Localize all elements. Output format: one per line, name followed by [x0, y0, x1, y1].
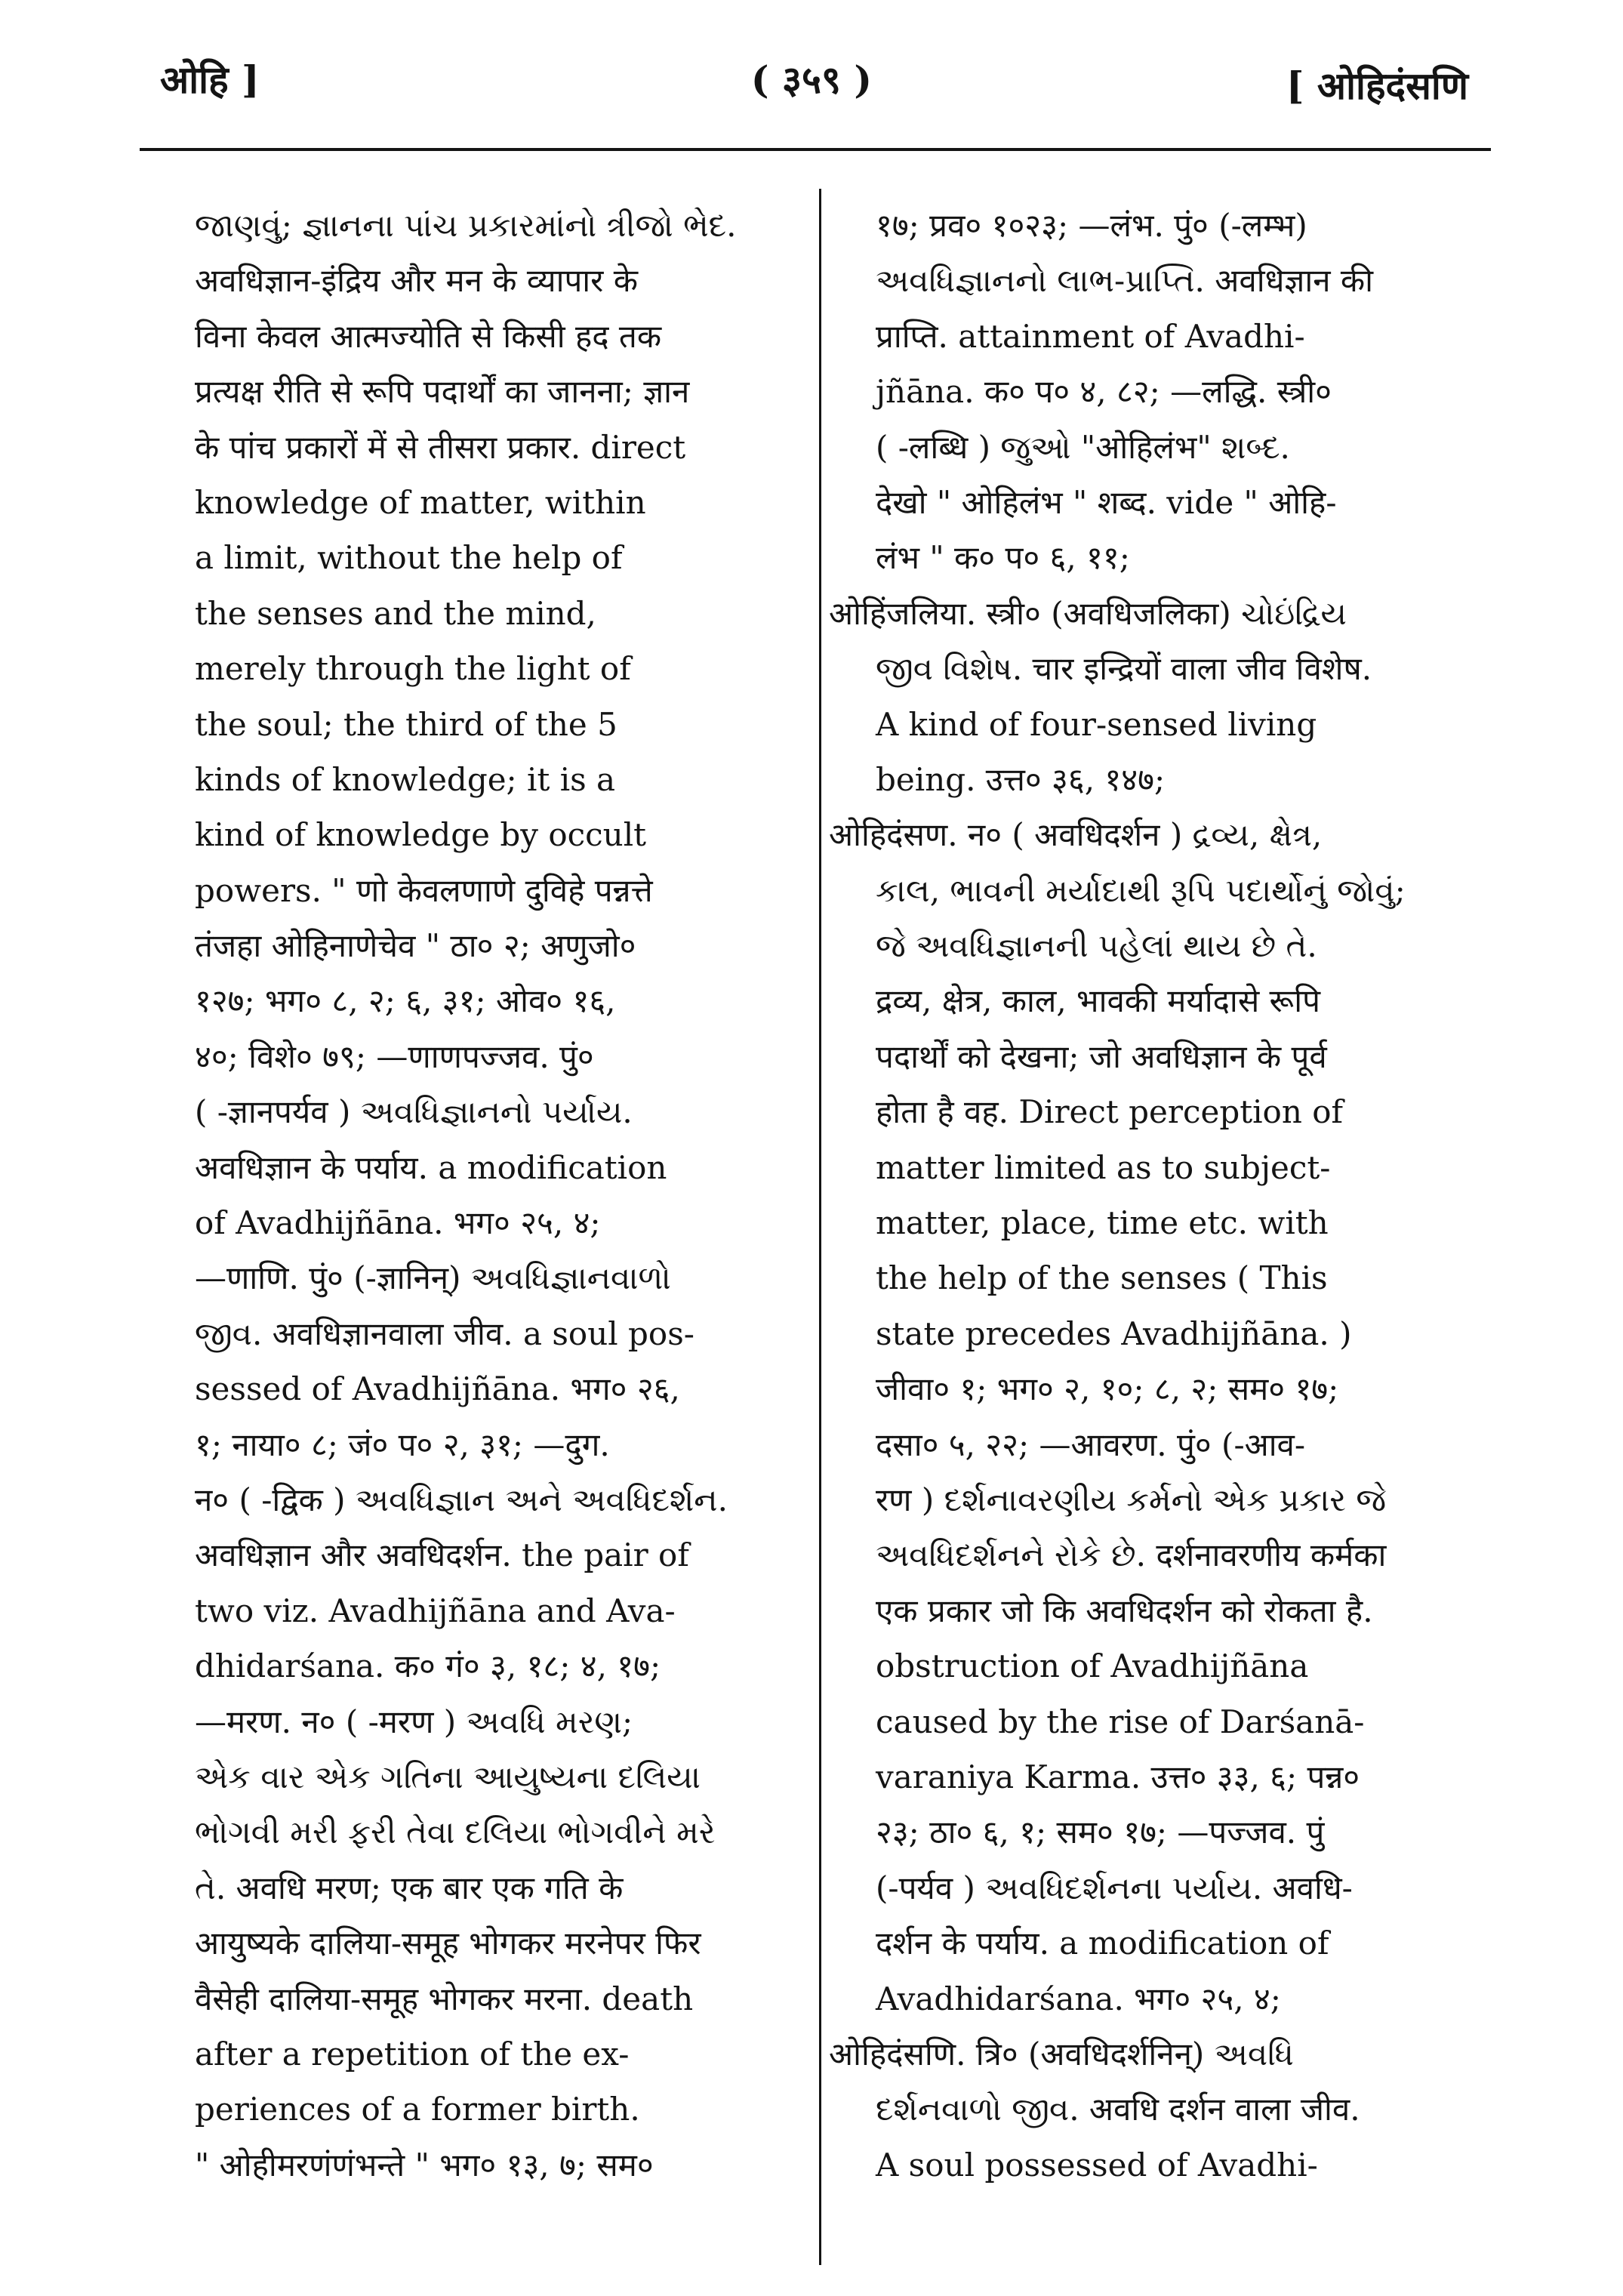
- right-column-line: २३; ठा० ६, १; सम० १७; —पज्जव. पुं: [876, 1814, 1325, 1851]
- left-column-line: न० ( -द्विक ) અવધિજ્ઞાન અને અવધિદર્શન.: [195, 1481, 728, 1518]
- left-column-line: अवधिज्ञान-इंद्रिय और मन के व्यापार के: [195, 262, 638, 300]
- left-column-line: જાણવું; જ્ઞાનના પાંચ પ્રકારમાંનો ત્રીજો ભેદ.: [195, 207, 737, 244]
- left-column-line: " ओहीमरणंणंभन्ते " भग० १३, ७; सम०: [195, 2146, 654, 2184]
- right-column-line: जीवा० १; भग० २, १०; ८, २; सम० १७;: [876, 1370, 1339, 1408]
- column-divider: [819, 189, 821, 2265]
- left-column-line: knowledge of matter, within: [195, 483, 646, 521]
- right-column-line: लंभ " क० प० ६, ११;: [876, 539, 1130, 577]
- left-column-line: તે. अवधि मरण; एक बार एक गति के: [195, 1869, 624, 1906]
- left-column-line: विना केवल आत्मज्योति से किसी हद तक: [195, 317, 662, 355]
- right-column-line: matter limited as to subject-: [876, 1148, 1331, 1186]
- header-right-guideword: [ ओहिदंसणि: [1286, 63, 1468, 108]
- entry-headword-line: ओहिदंसण. न० ( अवधिदर्शन ) દ્રવ્ય, ક્ષેત્ર,: [829, 816, 1323, 854]
- right-column-line: જીવ વિશેષ. चार इन्द्रियों वाला जीव विशेष.: [876, 650, 1372, 688]
- header-left-guideword: ओहि ]: [160, 57, 260, 102]
- right-column-line: કાલ, ભાવની મર્યાદાથી રૂપિ પદાર્થોનું જોવું;: [876, 871, 1406, 909]
- right-column-line: द्रव्य, क्षेत्र, काल, भावकी मर्यादासे रूपि: [876, 982, 1320, 1020]
- left-column-line: प्रत्यक्ष रीति से रूपि पदार्थों का जानना; ज्ञान: [195, 373, 690, 411]
- entry-headword-line: ओहिंजलिया. स्त्री० (अवधिजलिका) ચોઇંદ્રિય: [829, 594, 1347, 632]
- right-column-line: matter, place, time etc. with: [876, 1204, 1329, 1242]
- right-column-line: A soul possessed of Avadhi-: [876, 2146, 1318, 2184]
- header-rule: [140, 148, 1491, 151]
- left-column-line: १; नाया० ८; जं० प० २, ३१; —दुग.: [195, 1425, 610, 1463]
- left-column-line: the soul; the third of the 5: [195, 705, 617, 743]
- left-column-line: ( -ज्ञानपर्यव ) અવધિજ્ઞાનનો પર્યાય.: [195, 1093, 633, 1131]
- right-column-line: અવધિદર્શનને રોકે છે. दर्शनावरणीय कर्मका: [876, 1536, 1387, 1574]
- left-column-line: के पांच प्रकारों में से तीसरा प्रकार. direct: [195, 428, 686, 466]
- right-column-line: being. उत्त० ३६, १४७;: [876, 760, 1166, 798]
- right-column-line: varaniya Karma. उत्त० ३३, ६; पन्न०: [876, 1758, 1360, 1795]
- left-column-line: of Avadhijñāna. भग० २५, ४;: [195, 1204, 601, 1242]
- right-column-line: (-पर्यव ) અવધિદર્શનના પર્યાય. अवधि-: [876, 1869, 1353, 1906]
- right-column-line: दसा० ५, २२; —आवरण. पुं० (-आव-: [876, 1425, 1306, 1463]
- left-column-line: —मरण. न० ( -मरण ) અવધિ મરણ;: [195, 1703, 633, 1740]
- left-column-line: kind of knowledge by occult: [195, 816, 647, 854]
- left-column-line: after a repetition of the ex-: [195, 2035, 630, 2073]
- page-number: ( ३५९ ): [750, 57, 873, 102]
- left-column-line: kinds of knowledge; it is a: [195, 760, 616, 798]
- right-column-line: होता है वह. Direct perception of: [876, 1093, 1344, 1131]
- left-column: [195, 198, 776, 2193]
- right-column-line: દર્શનવાળો જીવ. अवधि दर्शन वाला जीव.: [876, 2091, 1360, 2128]
- left-column-line: dhidarśana. क० गं० ३, १८; ४, १७;: [195, 1647, 661, 1685]
- left-column-line: वैसेही दालिया-समूह भोगकर मरना. death: [195, 1980, 694, 2017]
- left-column-line: १२७; भग० ८, २; ६, ३१; ओव० १६,: [195, 982, 616, 1020]
- right-column-line: the help of the senses ( This: [876, 1259, 1328, 1297]
- left-column-line: अवधिज्ञान और अवधिदर्शन. the pair of: [195, 1536, 689, 1574]
- left-column-line: merely through the light of: [195, 650, 631, 688]
- right-column: [829, 198, 1455, 2193]
- right-column-line: ( -लब्धि ) જુઓ "ओहिलंभ" શબ્દ.: [876, 428, 1290, 466]
- page-header: [0, 0, 1623, 143]
- left-column-line: જીવ. अवधिज्ञानवाला जीव. a soul pos-: [195, 1314, 694, 1352]
- left-column-line: —णाणि. पुं० (-ज्ञानिन्) અવધિજ્ઞાનવાળો: [195, 1259, 671, 1297]
- right-column-line: અવધિજ્ઞાનનો લાભ-પ્રાપ્તિ. अवधिज्ञान की: [876, 262, 1373, 300]
- right-column-line: रण ) દર્શનાવરણીય કર્મનો એક પ્રકાર જે: [876, 1481, 1387, 1518]
- right-column-line: एक प्रकार जो कि अवधिदर्शन को रोकता है.: [876, 1592, 1373, 1629]
- left-column-line: the senses and the mind,: [195, 594, 596, 632]
- right-column-line: देखो " ओहिलंभ " शब्द. vide " ओहि-: [876, 483, 1337, 521]
- left-column-line: sessed of Avadhijñāna. भग० २६,: [195, 1370, 680, 1408]
- right-column-line: प्राप्ति. attainment of Avadhi-: [876, 317, 1305, 355]
- left-column-line: periences of a former birth.: [195, 2091, 640, 2128]
- right-column-line: Avadhidarśana. भग० २५, ४;: [876, 1980, 1281, 2017]
- right-column-line: jñāna. क० प० ४, ८२; —लद्धि. स्त्री०: [876, 373, 1332, 411]
- left-column-line: ભોગવી મરી ફરી તેવા દલિયા ભોગવીને મરે: [195, 1814, 716, 1851]
- left-column-line: तंजहा ओहिनाणेचेव " ठा० २; अणुजो०: [195, 927, 636, 965]
- left-column-line: powers. " णो केवलणाणे दुविहे पन्नत्ते: [195, 871, 653, 909]
- right-column-line: A kind of four-sensed living: [876, 705, 1317, 743]
- left-column-line: a limit, without the help of: [195, 539, 623, 577]
- left-column-line: अवधिज्ञान के पर्याय. a modification: [195, 1148, 667, 1186]
- left-column-line: आयुष्यके दालिया-समूह भोगकर मरनेपर फिर: [195, 1925, 701, 1962]
- right-column-line: જે અવધિજ્ઞાનની પહેલાં થાય છે તે.: [876, 927, 1317, 965]
- left-column-line: એક વાર એક ગતિના આયુષ્યના દલિયા: [195, 1758, 701, 1795]
- right-column-line: state precedes Avadhijñāna. ): [876, 1314, 1352, 1352]
- entry-headword-line: ओहिदंसणि. त्रि० (अवधिदर्शनिन्) અવધિ: [829, 2035, 1294, 2073]
- right-column-line: १७; प्रव० १०२३; —लंभ. पुं० (-लम्भ): [876, 207, 1307, 244]
- right-column-line: पदार्थों को देखना; जो अवधिज्ञान के पूर्व: [876, 1037, 1327, 1075]
- right-column-line: दर्शन के पर्याय. a modification of: [876, 1925, 1329, 1962]
- right-column-line: obstruction of Avadhijñāna: [876, 1647, 1309, 1685]
- right-column-line: caused by the rise of Darśanā-: [876, 1703, 1365, 1740]
- left-column-line: ४०; विशे० ७९; —णाणपज्जव. पुं०: [195, 1037, 594, 1075]
- left-column-line: two viz. Avadhijñāna and Ava-: [195, 1592, 676, 1629]
